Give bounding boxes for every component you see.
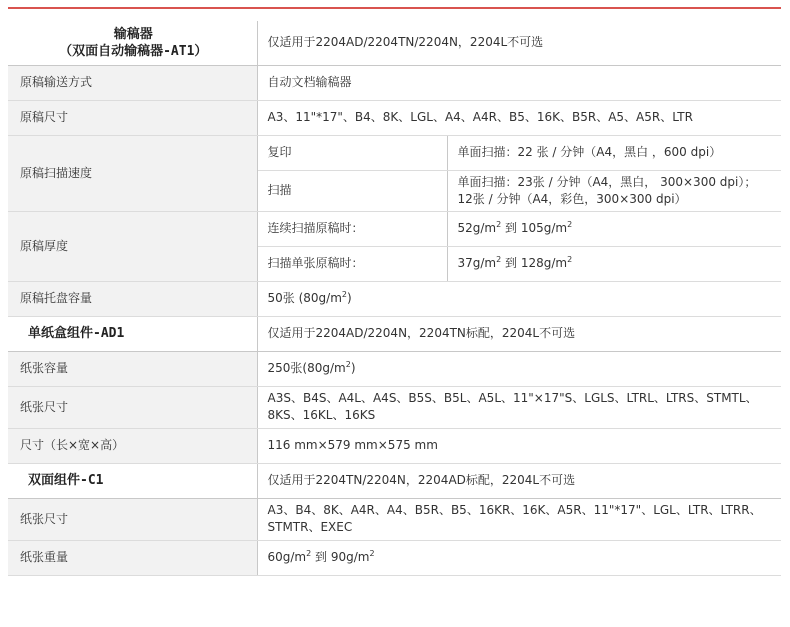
row-sublabel: 扫描单张原稿时： [257, 246, 447, 281]
row-label: 纸张重量 [8, 540, 257, 575]
value-text: ) [346, 291, 352, 305]
row-value: 单面扫描：23张 / 分钟（A4，黑白， 300×300 dpi）；12张 / 分钟（A4，彩色，300×300 dpi） [447, 170, 781, 211]
row-value: A3S、B4S、A4L、A4S、B5S、B5L、A5L、11"×17"S、LGLS、LTRL、LTRS、STMTL、8KS、16KL、16KS [257, 386, 781, 428]
superscript: 2 [567, 220, 573, 229]
table-row [8, 100, 781, 135]
value-text: 60g/m [267, 550, 307, 564]
value-text: 50张 (80g/m [267, 291, 342, 305]
top-divider [8, 7, 781, 9]
row-value [447, 211, 781, 246]
row-sublabel: 连续扫描原稿时： [257, 211, 447, 246]
value-text: ) [350, 361, 356, 375]
table-row [8, 540, 781, 575]
value-text: 37g/m [457, 256, 497, 270]
section-heading-line: 输稿器 [113, 26, 153, 42]
table-row [8, 428, 781, 463]
section-heading-value: 仅适用于2204AD/2204N，2204TN标配，2204L不可选 [257, 316, 781, 351]
section-heading-row [8, 316, 781, 351]
value-text: 到 105g/m [501, 221, 568, 235]
row-value: 单面扫描：22 张 / 分钟（A4，黑白 ，600 dpi） [447, 135, 781, 170]
row-label: 原稿厚度 [8, 211, 257, 281]
row-label: 尺寸（长×宽×高） [8, 428, 257, 463]
row-value [257, 281, 781, 316]
superscript: 2 [345, 360, 351, 369]
section-heading-row [8, 463, 781, 498]
table-row [8, 135, 781, 170]
section-heading-value: 仅适用于2204TN/2204N，2204AD标配，2204L不可选 [257, 463, 781, 498]
value-text: 到 90g/m [311, 550, 370, 564]
row-value: 116 mm×579 mm×575 mm [257, 428, 781, 463]
section-heading-row [8, 21, 781, 65]
table-row [8, 65, 781, 100]
row-value [257, 351, 781, 386]
row-label: 纸张尺寸 [8, 498, 257, 540]
section-heading [8, 21, 257, 65]
value-text: 52g/m [457, 221, 497, 235]
spec-table [8, 21, 781, 576]
table-row [8, 386, 781, 428]
superscript: 2 [496, 255, 502, 264]
row-value: 自动文档输稿器 [257, 65, 781, 100]
value-text: 250张(80g/m [267, 361, 346, 375]
row-value [447, 246, 781, 281]
row-label: 纸张尺寸 [8, 386, 257, 428]
section-heading-line: （双面自动输稿器-AT1） [59, 43, 208, 59]
superscript: 2 [341, 290, 347, 299]
section-heading-value: 仅适用于2204AD/2204TN/2204N，2204L不可选 [257, 21, 781, 65]
row-label: 原稿输送方式 [8, 65, 257, 100]
table-row [8, 211, 781, 246]
superscript: 2 [567, 255, 573, 264]
row-value [257, 540, 781, 575]
row-label: 原稿托盘容量 [8, 281, 257, 316]
table-row [8, 351, 781, 386]
table-row [8, 281, 781, 316]
table-row [8, 498, 781, 540]
row-value: A3、B4、8K、A4R、A4、B5R、B5、16KR、16K、A5R、11"*17"、LGL、LTR、LTRR、STMTR、EXEC [257, 498, 781, 540]
superscript: 2 [496, 220, 502, 229]
row-sublabel: 复印 [257, 135, 447, 170]
superscript: 2 [369, 549, 375, 558]
value-text: 到 128g/m [501, 256, 568, 270]
row-value: A3、11"*17"、B4、8K、LGL、A4、A4R、B5、16K、B5R、A5、A5R、LTR [257, 100, 781, 135]
row-sublabel: 扫描 [257, 170, 447, 211]
section-heading: 双面组件-C1 [8, 463, 257, 498]
superscript: 2 [306, 549, 312, 558]
row-label: 纸张容量 [8, 351, 257, 386]
row-label: 原稿尺寸 [8, 100, 257, 135]
row-label: 原稿扫描速度 [8, 135, 257, 211]
section-heading: 单纸盒组件-AD1 [8, 316, 257, 351]
